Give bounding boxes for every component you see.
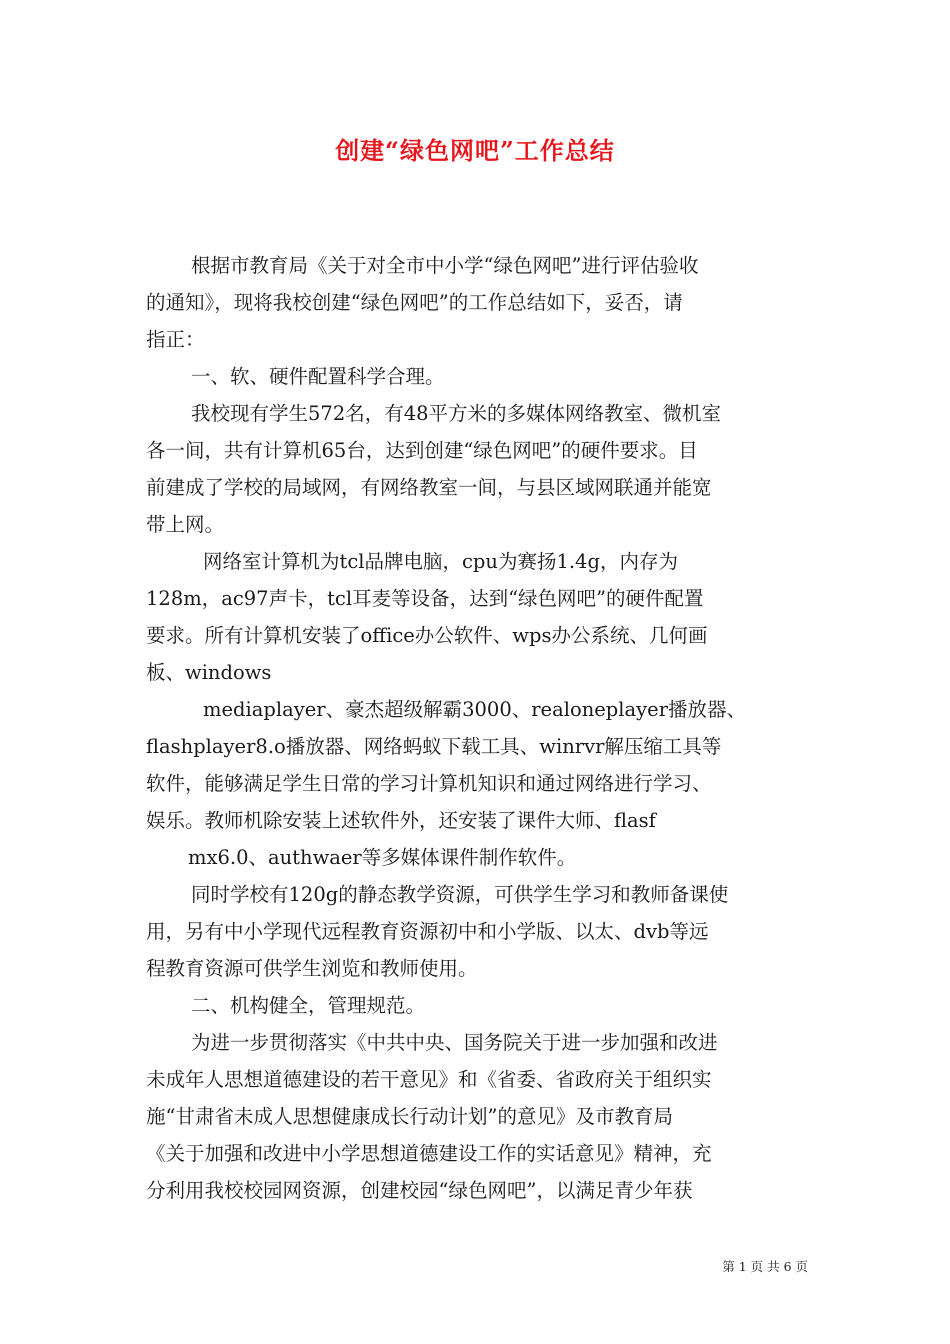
body-line: 用，另有中小学现代远程教育资源初中和小学版、以太、dvb等远 bbox=[146, 920, 709, 943]
body-line: 的通知》，现将我校创建“绿色网吧”的工作总结如下，妥否，请 bbox=[146, 291, 683, 314]
body-line: 根据市教育局《关于对全市中小学“绿色网吧”进行评估验收 bbox=[191, 254, 699, 277]
body-line: 带上网。 bbox=[146, 513, 225, 536]
body-line: 要求。所有计算机安装了office办公软件、wps办公系统、几何画 bbox=[146, 624, 708, 647]
section-heading: 二、机构健全，管理规范。 bbox=[191, 994, 426, 1017]
body-line: 软件，能够满足学生日常的学习计算机知识和通过网络进行学习、 bbox=[146, 772, 712, 795]
document-title: 创建“绿色网吧”工作总结 bbox=[335, 136, 615, 165]
body-line: 分利用我校校园网资源，创建校园“绿色网吧”，以满足青少年获 bbox=[146, 1179, 693, 1202]
body-line: 128m，ac97声卡，tcl耳麦等设备，达到“绿色网吧”的硬件配置 bbox=[146, 587, 704, 610]
body-line: 网络室计算机为tcl品牌电脑，cpu为赛扬1.4g，内存为 bbox=[203, 550, 678, 573]
body-line: 未成年人思想道德建设的若干意见》和《省委、省政府关于组织实 bbox=[146, 1068, 712, 1091]
section-heading: 一、软、硬件配置科学合理。 bbox=[191, 365, 445, 388]
body-line: flashplayer8.o播放器、网络蚂蚁下载工具、winrvr解压缩工具等 bbox=[146, 735, 722, 758]
body-line: 《关于加强和改进中小学思想道德建设工作的实话意见》精神，充 bbox=[146, 1142, 712, 1165]
body-line: 同时学校有120g的静态教学资源，可供学生学习和教师备课使 bbox=[191, 883, 729, 906]
body-line: 娱乐。教师机除安装上述软件外，还安装了课件大师、flasf bbox=[146, 809, 656, 832]
body-line: mx6.0、authwaer等多媒体课件制作软件。 bbox=[188, 846, 577, 869]
body-line: 程教育资源可供学生浏览和教师使用。 bbox=[146, 957, 478, 980]
body-line: 板、windows bbox=[146, 661, 272, 684]
body-line: 各一间，共有计算机65台，达到创建“绿色网吧”的硬件要求。目 bbox=[146, 439, 698, 462]
body-line: 我校现有学生572名，有48平方米的多媒体网络教室、微机室 bbox=[191, 402, 722, 425]
page-number: 第 1 页 共 6 页 bbox=[722, 1259, 808, 1274]
body-line: 施“甘肃省未成人思想健康成长行动计划”的意见》及市教育局 bbox=[146, 1105, 673, 1128]
body-line: 为进一步贯彻落实《中共中央、国务院关于进一步加强和改进 bbox=[191, 1031, 718, 1054]
body-line: mediaplayer、豪杰超级解霸3000、realoneplayer播放器、 bbox=[203, 698, 747, 721]
body-line: 指正： bbox=[146, 328, 205, 351]
body-line: 前建成了学校的局域网，有网络教室一间，与县区域网联通并能宽 bbox=[146, 476, 712, 499]
